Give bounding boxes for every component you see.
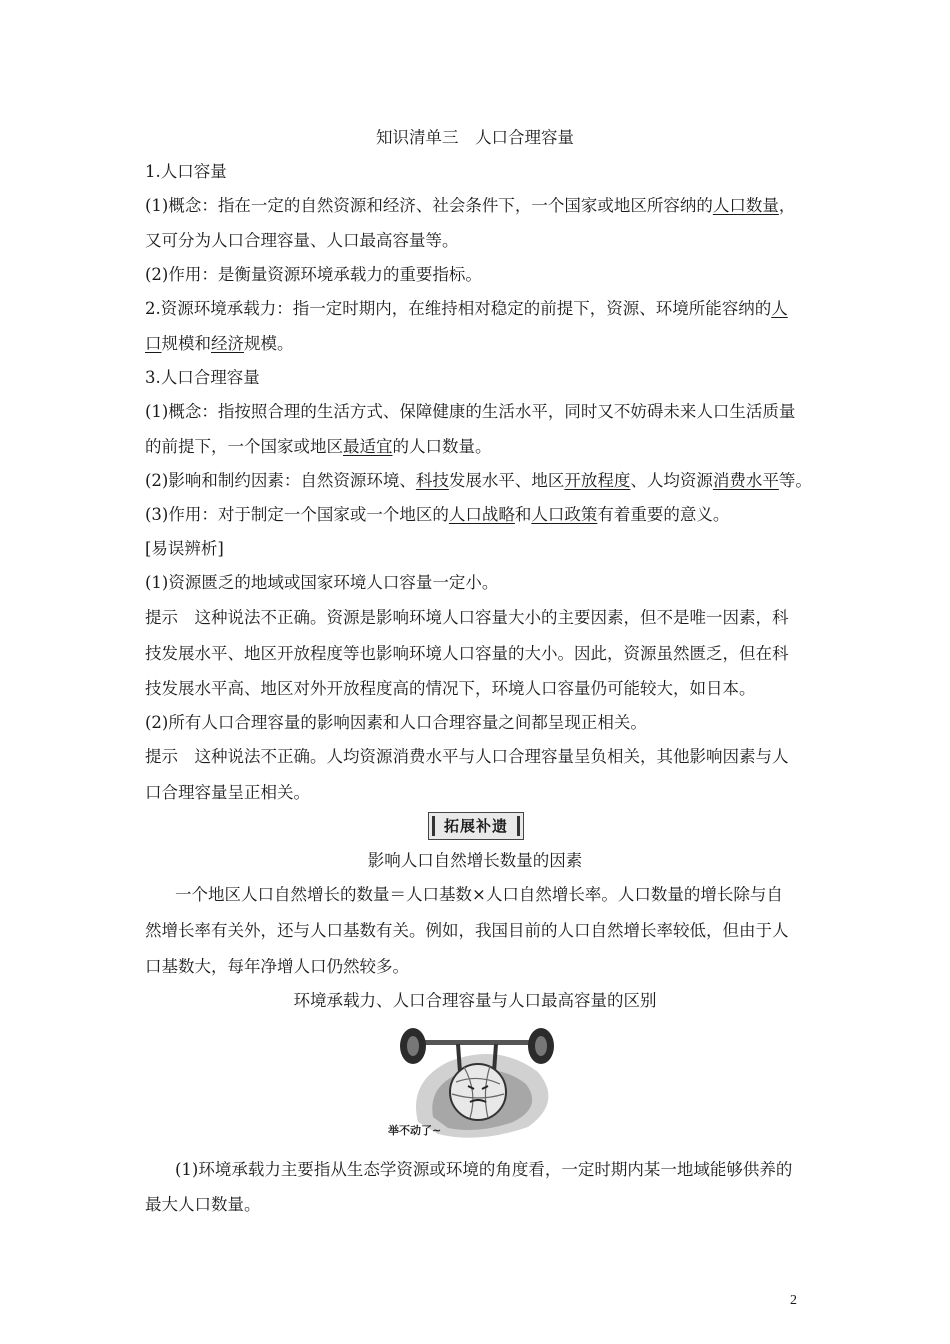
- extension-label-box: 拓展补遗: [428, 812, 524, 840]
- paragraph: 的前提下，一个国家或地区最适宜的人口数量。: [145, 437, 492, 456]
- paragraph: 又可分为人口合理容量、人口最高容量等。: [145, 231, 459, 250]
- answer: 提示 这种说法不正确。人均资源消费水平与人口合理容量呈负相关，其他影响因素与人: [145, 747, 789, 766]
- question: (2)所有人口合理容量的影响因素和人口合理容量之间都呈现正相关。: [145, 713, 647, 732]
- underlined-term: 科技: [415, 471, 449, 490]
- paragraph: (1)概念：指按照合理的生活方式、保障健康的生活水平，同时又不妨碍未来人口生活质量: [145, 402, 796, 421]
- section-title: 知识清单三 人口合理容量: [376, 128, 574, 147]
- underlined-term: 人口数量: [712, 196, 779, 215]
- paragraph: (1)概念：指在一定的自然资源和经济、社会条件下，一个国家或地区所容纳的人口数量，: [145, 196, 796, 215]
- answer: 技发展水平、地区开放程度等也影响环境人口容量的大小。因此，资源虽然匮乏，但在科: [145, 644, 789, 663]
- paragraph: 一个地区人口自然增长的数量＝人口基数×人口自然增长率。人口数量的增长除与自: [175, 885, 783, 904]
- heading-population-capacity: 1.人口容量: [145, 162, 227, 181]
- answer: 口合理容量呈正相关。: [145, 783, 310, 802]
- underlined-term: 口: [145, 334, 162, 353]
- paragraph: (2)作用：是衡量资源环境承载力的重要指标。: [145, 265, 482, 284]
- underlined-term: 人: [771, 299, 788, 318]
- answer: 提示 这种说法不正确。资源是影响环境人口容量大小的主要因素，但不是唯一因素，科: [145, 608, 789, 627]
- weightlifting-earth-illustration: [378, 1022, 574, 1142]
- paragraph: (3)作用：对于制定一个国家或一个地区的人口战略和人口政策有着重要的意义。: [145, 505, 730, 524]
- subheading: 影响人口自然增长数量的因素: [367, 851, 583, 870]
- illustration-caption: 举不动了~: [388, 1124, 442, 1137]
- paragraph: (1)环境承载力主要指从生态学资源或环境的角度看，一定时期内某一地域能够供养的: [175, 1160, 793, 1179]
- underlined-term: 人口政策: [531, 505, 598, 524]
- paragraph: 最大人口数量。: [145, 1195, 261, 1214]
- heading-error-analysis: [易误辨析]: [145, 539, 224, 558]
- paragraph: 口规模和经济规模。: [145, 334, 294, 353]
- underlined-term: 最适宜: [343, 437, 393, 456]
- heading-reasonable-capacity: 3.人口合理容量: [145, 368, 260, 387]
- paragraph: 然增长率有关外，还与人口基数有关。例如，我国目前的人口自然增长率较低，但由于人: [145, 921, 789, 940]
- paragraph: (2)影响和制约因素：自然资源环境、科技发展水平、地区开放程度、人均资源消费水平等。: [145, 471, 812, 490]
- page-number: 2: [790, 1293, 797, 1308]
- answer: 技发展水平高、地区对外开放程度高的情况下，环境人口容量仍可能较大，如日本。: [145, 679, 756, 698]
- underlined-term: 消费水平: [712, 471, 779, 490]
- question: (1)资源匮乏的地域或国家环境人口容量一定小。: [145, 573, 499, 592]
- underlined-term: 经济: [211, 334, 244, 353]
- paragraph: 2.资源环境承载力：指一定时期内，在维持相对稳定的前提下，资源、环境所能容纳的人: [145, 299, 788, 318]
- subheading: 环境承载力、人口合理容量与人口最高容量的区别: [293, 991, 657, 1010]
- underlined-term: 开放程度: [564, 471, 631, 490]
- underlined-term: 人口战略: [448, 505, 515, 524]
- paragraph: 口基数大，每年净增人口仍然较多。: [145, 957, 409, 976]
